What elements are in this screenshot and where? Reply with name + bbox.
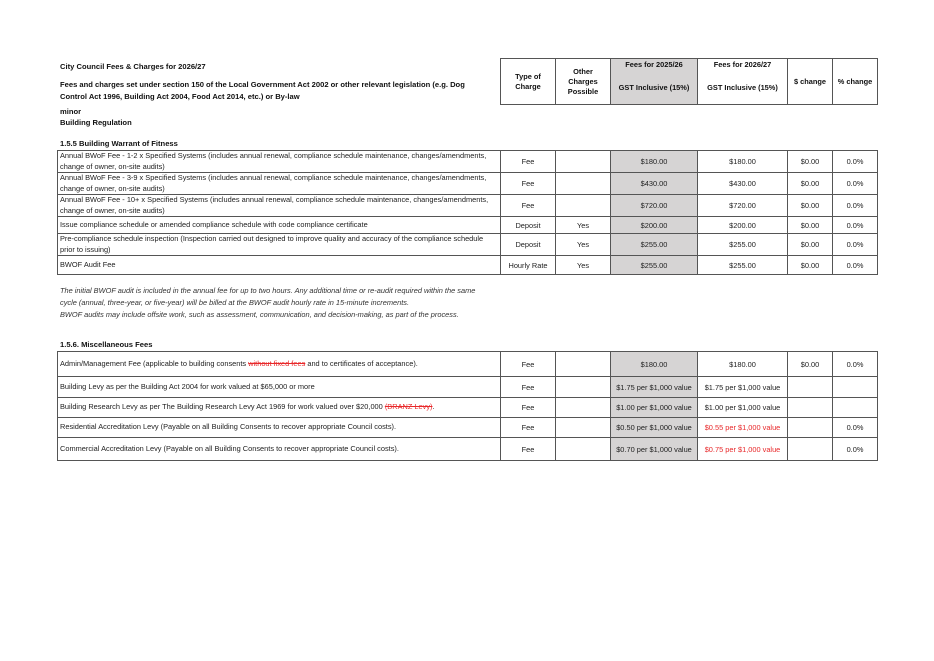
bwof-note-2: cycle (annual, three-year, or five-year) will be billed at the BWOF audit hourly rate in 15-minute increments. (60, 298, 410, 307)
header-type-of-charge: Type of Charge (501, 59, 556, 105)
fee-description: Annual BWoF Fee - 10+ x Specified Systems (includes annual renewal, compliance schedule maintenance, changes/amendments, change of owner, on-site audits) (58, 195, 501, 217)
fee-description (58, 418, 501, 438)
struck-text: (BRANZ Levy) (384, 402, 433, 412)
fee-row (58, 217, 878, 234)
header-fees-prev: Fees for 2025/26 (611, 59, 698, 72)
fee-2025-26: $720.00 (611, 195, 698, 217)
fee-2025-26: $200.00 (611, 217, 698, 234)
pct-change: 0.0% (833, 418, 878, 438)
other-charges: Yes (556, 234, 611, 256)
type-of-charge: Hourly Rate (501, 256, 556, 275)
fee-row (58, 256, 878, 275)
misc-section-heading: 1.5.6. Miscellaneous Fees (60, 340, 153, 349)
type-of-charge: Fee (501, 195, 556, 217)
fee-2026-27: $0.75 per $1,000 value (698, 438, 788, 461)
document-subtitle-line2: Control Act 1996, Building Act 2004, Food Act 2014, etc.) or By-law (60, 92, 300, 101)
type-of-charge: Fee (501, 438, 556, 461)
type-of-charge: Fee (501, 418, 556, 438)
fee-2025-26: $0.70 per $1,000 value (611, 438, 698, 461)
document-subtitle-line1: Fees and charges set under section 150 of the Local Government Act 2002 or other relevant legislation (e.g. Dog (60, 80, 465, 89)
type-of-charge: Fee (501, 398, 556, 418)
pct-change: 0.0% (833, 234, 878, 256)
fee-row (58, 151, 878, 173)
pct-change: 0.0% (833, 173, 878, 195)
pct-change: 0.0% (833, 256, 878, 275)
header-gst-next: GST Inclusive (15%) (698, 72, 788, 105)
type-of-charge: Fee (501, 173, 556, 195)
fee-description: Issue compliance schedule or amended compliance schedule with code compliance certificate (58, 217, 501, 234)
activity-label: Building Regulation (60, 118, 132, 127)
type-of-charge: Deposit (501, 234, 556, 256)
bwof-note-3: BWOF audits may include offsite work, such as assessment, communication, and decision-making, as part of the process. (60, 310, 459, 319)
type-of-charge: Fee (501, 352, 556, 377)
fee-2026-27: $720.00 (698, 195, 788, 217)
group-label: minor (60, 107, 82, 116)
header-gst-prev: GST Inclusive (15%) (611, 72, 698, 105)
fee-2025-26: $255.00 (611, 256, 698, 275)
other-charges: Yes (556, 256, 611, 275)
other-charges (556, 352, 611, 377)
fee-2026-27: $430.00 (698, 173, 788, 195)
header-pct-change: % change (833, 59, 878, 105)
description-text: Residential Accreditation Levy (Payable on all Building Consents to recover appropriate Council costs). (60, 422, 397, 432)
struck-text: without fixed fees (248, 358, 306, 368)
fee-row (58, 398, 878, 418)
pct-change: 0.0% (833, 352, 878, 377)
description-text: Building Levy as per the Building Act 2004 for work valued at $65,000 or more (60, 381, 315, 391)
dollar-change: $0.00 (788, 352, 833, 377)
type-of-charge: Deposit (501, 217, 556, 234)
fee-2026-27: $0.55 per $1,000 value (698, 418, 788, 438)
fee-row (58, 377, 878, 398)
header-other-charges: Other Charges Possible (556, 59, 611, 105)
fee-row (58, 234, 878, 256)
fee-row (58, 352, 878, 377)
fee-row (58, 418, 878, 438)
pct-change: 0.0% (833, 438, 878, 461)
type-of-charge: Fee (501, 377, 556, 398)
other-charges (556, 195, 611, 217)
description-text-end: and to certificates of acceptance). (305, 358, 418, 368)
fee-2026-27: $200.00 (698, 217, 788, 234)
fee-2025-26: $430.00 (611, 173, 698, 195)
fee-2026-27: $180.00 (698, 151, 788, 173)
fee-2026-27: $255.00 (698, 234, 788, 256)
description-text: Admin/Management Fee (applicable to building consents (60, 358, 249, 368)
other-charges (556, 377, 611, 398)
other-charges (556, 438, 611, 461)
fee-row (58, 173, 878, 195)
pct-change: 0.0% (833, 217, 878, 234)
dollar-change: $0.00 (788, 173, 833, 195)
dollar-change (788, 438, 833, 461)
fee-row (58, 195, 878, 217)
dollar-change: $0.00 (788, 151, 833, 173)
dollar-change (788, 377, 833, 398)
dollar-change (788, 418, 833, 438)
fee-2025-26: $255.00 (611, 234, 698, 256)
fee-2026-27: $255.00 (698, 256, 788, 275)
other-charges (556, 151, 611, 173)
dollar-change (788, 398, 833, 418)
dollar-change: $0.00 (788, 256, 833, 275)
document-title: City Council Fees & Charges for 2026/27 (60, 62, 206, 71)
fee-2025-26: $1.75 per $1,000 value (611, 377, 698, 398)
fee-row (58, 438, 878, 461)
fee-description: Annual BWoF Fee - 3-9 x Specified Systems (includes annual renewal, compliance schedule maintenance, changes/amendments, change of owner, on-site audits) (58, 173, 501, 195)
bwof-fees-table (57, 150, 878, 275)
fee-description (58, 377, 501, 398)
fee-2025-26: $180.00 (611, 151, 698, 173)
column-header-table (500, 58, 878, 105)
header-fees-next: Fees for 2026/27 (698, 59, 788, 72)
description-text: Commercial Accreditation Levy (Payable on all Building Consents to recover appropriate Council costs). (60, 443, 399, 453)
other-charges (556, 398, 611, 418)
other-charges (556, 418, 611, 438)
description-text-end: . (432, 402, 435, 412)
dollar-change: $0.00 (788, 195, 833, 217)
fee-description: Pre-compliance schedule inspection (Inspection carried out designed to improve quality and accuracy of the compliance schedule prior to issuing) (58, 234, 501, 256)
fee-description (58, 352, 501, 377)
fee-2026-27: $1.75 per $1,000 value (698, 377, 788, 398)
misc-fees-table (57, 351, 878, 461)
fee-description (58, 398, 501, 418)
description-text: Building Research Levy as per The Building Research Levy Act 1969 for work valued over $20,000 (60, 402, 385, 412)
fee-2026-27: $1.00 per $1,000 value (698, 398, 788, 418)
fee-description (58, 438, 501, 461)
fee-description: Annual BWoF Fee - 1-2 x Specified Systems (includes annual renewal, compliance schedule maintenance, changes/amendments, change of owner, on-site audits) (58, 151, 501, 173)
other-charges (556, 173, 611, 195)
fee-2025-26: $180.00 (611, 352, 698, 377)
pct-change (833, 398, 878, 418)
other-charges: Yes (556, 217, 611, 234)
dollar-change: $0.00 (788, 234, 833, 256)
fee-2025-26: $0.50 per $1,000 value (611, 418, 698, 438)
dollar-change: $0.00 (788, 217, 833, 234)
pct-change: 0.0% (833, 151, 878, 173)
type-of-charge: Fee (501, 151, 556, 173)
fee-2026-27: $180.00 (698, 352, 788, 377)
pct-change (833, 377, 878, 398)
header-dollar-change: $ change (788, 59, 833, 105)
fee-2025-26: $1.00 per $1,000 value (611, 398, 698, 418)
bwof-note-1: The initial BWOF audit is included in the annual fee for up to two hours. Any additional time or re-audit required within the same (60, 286, 476, 295)
fee-description: BWOF Audit Fee (58, 256, 501, 275)
pct-change: 0.0% (833, 195, 878, 217)
bwof-section-heading: 1.5.5 Building Warrant of Fitness (60, 139, 178, 148)
